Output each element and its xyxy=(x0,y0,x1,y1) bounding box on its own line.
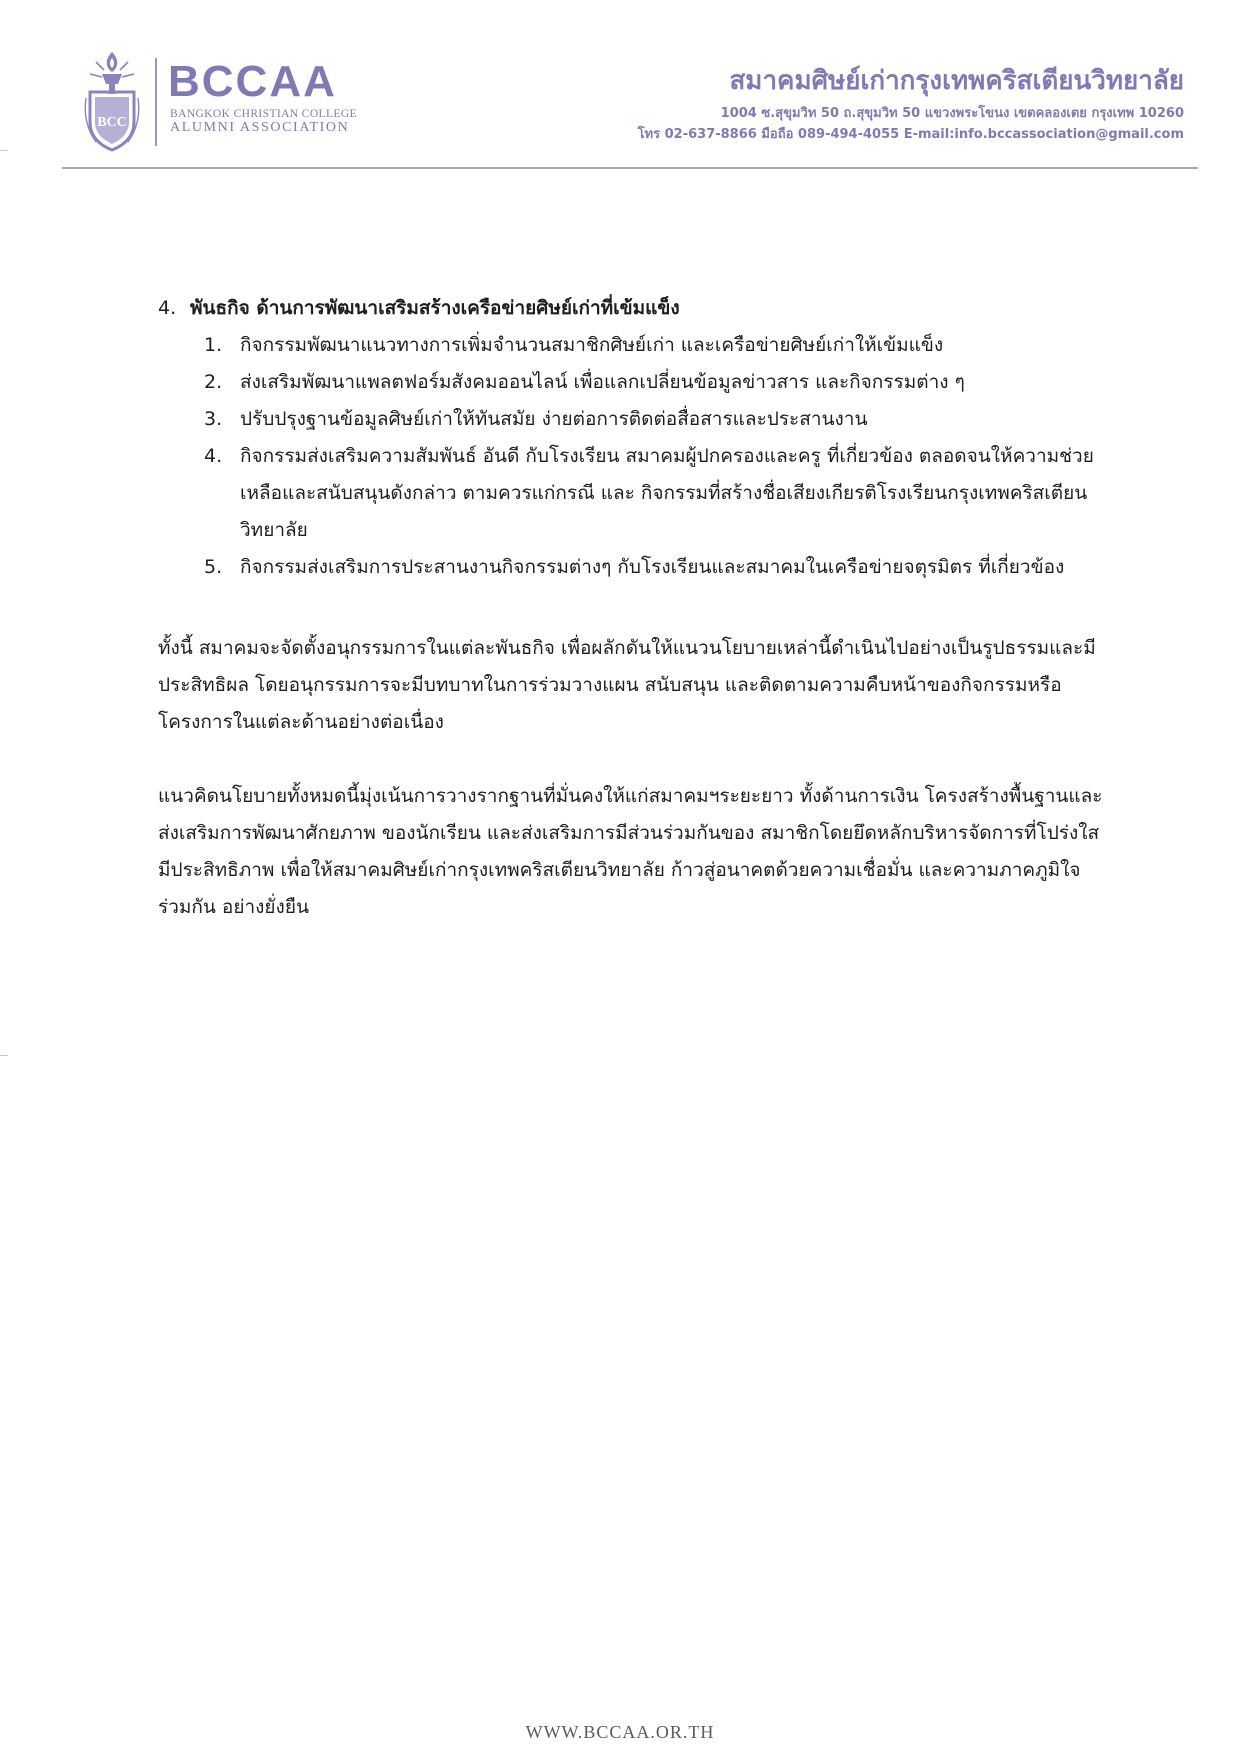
logo-abbreviation: BCCAA xyxy=(168,57,337,106)
list-item xyxy=(158,327,1108,364)
organization-contact: โทร 02-637-8866 มือถือ 089-494-4055 E-mail:info.bccassociation@gmail.com xyxy=(637,127,1184,142)
organization-name: สมาคมศิษย์เก่ากรุงเทพคริสเตียนวิทยาลัย xyxy=(729,66,1184,96)
torch-crest-icon xyxy=(82,50,142,154)
header-divider xyxy=(62,167,1198,169)
committee-paragraph: ทั้งนี้ สมาคมจะจัดตั้งอนุกรรมการในแต่ละพันธกิจ เพื่อผลักดันให้แนวนโยบายเหล่านี้ดำเนินไปอย่างเป็นรูปธรรมและมีประสิทธิผล โดยอนุกรรมการจะมีบทบาทในการร่วมวางแผน สนับสนุน และติดตามความคืบหน้าของกิจกรรมหรือโครงการในแต่ละด้านอย่างต่อเนื่อง xyxy=(158,637,1096,733)
list-item-text: กิจกรรมพัฒนาแนวทางการเพิ่มจำนวนสมาชิกศิษย์เก่า และเครือข่ายศิษย์เก่าให้เข้มแข็ง xyxy=(240,334,944,356)
list-item xyxy=(158,438,1108,549)
mission-activity-list xyxy=(158,327,1108,586)
list-item-text: กิจกรรมส่งเสริมความสัมพันธ์ อันดี กับโรงเรียน สมาคมผู้ปกครองและครู ที่เกี่ยวข้อง ตลอดจนให้ความช่วยเหลือและสนับสนุนดังกล่าว ตามควรแก่กรณี และ กิจกรรมที่สร้างชื่อเสียงเกียรติโรงเรียนกรุงเทพคริสเตียนวิทยาลัย xyxy=(240,445,1094,541)
list-item xyxy=(158,549,1108,586)
association-emblem xyxy=(82,50,142,154)
svg-text:BCC: BCC xyxy=(97,115,127,130)
list-item-text: ส่งเสริมพัฒนาแพลตฟอร์มสังคมออนไลน์ เพื่อแลกเปลี่ยนข้อมูลข่าวสาร และกิจกรรมต่าง ๆ xyxy=(240,371,965,393)
logo-divider xyxy=(155,58,157,146)
list-item-text: กิจกรรมส่งเสริมการประสานงานกิจกรรมต่างๆ กับโรงเรียนและสมาคมในเครือข่ายจตุรมิตร ที่เกี่ยวข้อง xyxy=(240,556,1065,578)
logo-college-name: BANGKOK CHRISTIAN COLLEGE xyxy=(170,108,357,120)
list-item-number: 5. xyxy=(204,556,223,578)
list-item-text: ปรับปรุงฐานข้อมูลศิษย์เก่าให้ทันสมัย ง่ายต่อการติดต่อสื่อสารและประสานงาน xyxy=(240,408,868,430)
scan-mark xyxy=(0,150,8,151)
logo-association-name: ALUMNI ASSOCIATION xyxy=(170,120,350,135)
list-item-number: 2. xyxy=(204,371,223,393)
list-item-number: 1. xyxy=(204,334,223,356)
mission-number: 4. xyxy=(158,297,177,319)
footer-website: WWW.BCCAA.OR.TH xyxy=(525,1722,715,1742)
list-item-number: 3. xyxy=(204,408,223,430)
policy-summary-paragraph: แนวคิดนโยบายทั้งหมดนี้มุ่งเน้นการวางรากฐานที่มั่นคงให้แก่สมาคมฯระยะยาว ทั้งด้านการเงิน โครงสร้างพื้นฐานและส่งเสริมการพัฒนาศักยภาพ ของนักเรียน และส่งเสริมการมีส่วนร่วมกันของ สมาชิกโดยยึดหลักบริหารจัดการที่โปร่งใส มีประสิทธิภาพ เพื่อให้สมาคมศิษย์เก่ากรุงเทพคริสเตียนวิทยาลัย ก้าวสู่อนาคตด้วยความเชื่อมั่น และความภาคภูมิใจร่วมกัน อย่างยั่งยืน xyxy=(158,785,1103,918)
list-item-number: 4. xyxy=(204,445,223,467)
organization-address: 1004 ซ.สุขุมวิท 50 ถ.สุขุมวิท 50 แขวงพระโขนง เขตคลองเตย กรุงเทพ 10260 xyxy=(720,106,1184,121)
scan-mark xyxy=(0,1055,8,1056)
mission-heading xyxy=(158,290,1108,327)
mission-title: พันธกิจ ด้านการพัฒนาเสริมสร้างเครือข่ายศิษย์เก่าที่เข้มแข็ง xyxy=(190,297,680,319)
document-body xyxy=(158,290,1108,926)
list-item xyxy=(158,364,1108,401)
list-item xyxy=(158,401,1108,438)
